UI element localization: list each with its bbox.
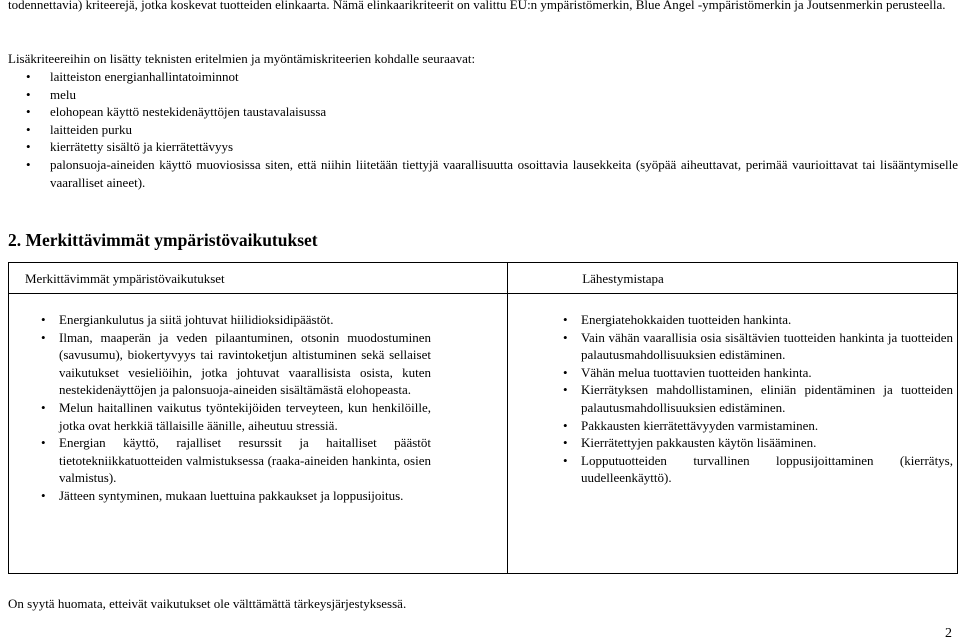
approach-column-header: Lähestymistapa [582,271,664,286]
criteria-item: • kierrätetty sisältö ja kierrätettävyys [0,138,958,156]
page-number: 2 [945,626,952,641]
approach-item: • Lopputuotteiden turvallinen loppusijoittaminen (kierrätys, uudelleenkäyttö). [551,452,953,487]
approach-item: • Energiatehokkaiden tuotteiden hankinta. [551,311,953,329]
impacts-list [29,311,431,505]
footer-note: On syytä huomata, etteivät vaikutukset ole välttämättä tärkeysjärjestyksessä. [8,596,407,611]
impact-table [8,262,958,574]
criteria-item: • elohopean käyttö nestekidenäyttöjen taustavalaisussa [0,103,958,121]
column-divider [507,263,508,573]
intro-paragraph: todennettavia) kriteerejä, jotka koskevat tuotteiden elinkaarta. Nämä elinkaarikriteerit on valittu EU:n ympäristömerkin, Blue Angel -ympäristömerkin ja Joutsenmerkin perusteella. [8,0,946,12]
criteria-list [0,68,958,191]
impacts-column-header: Merkittävimmät ympäristövaikutukset [25,271,225,286]
impact-item: • Energian käyttö, rajalliset resurssit ja haitalliset päästöt tietotekniikkatuotteiden valmistuksessa (raaka-aineiden hankinta, osien valmistus). [29,434,431,487]
criteria-item: • melu [0,86,958,104]
table-header-row [9,263,957,294]
criteria-item: • laitteiston energianhallintatoiminnot [0,68,958,86]
impact-item: • Energiankulutus ja siitä johtuvat hiilidioksidipäästöt. [29,311,431,329]
impact-item: • Melun haitallinen vaikutus työntekijöiden terveyteen, kun henkilöille, jotka ovat herkkiä tällaisille äänille, aiheutuu stressiä. [29,399,431,434]
impact-item: • Jätteen syntyminen, mukaan luettuina pakkaukset ja loppusijoitus. [29,487,431,505]
impact-item: • Ilman, maaperän ja veden pilaantuminen, otsonin muodostuminen (savusumu), biokertyvyys tai ravintoketjun altistuminen sekä sellaiset vaikutukset vesieliöihin, jotka johtuvat vaarallisista osista, kuten nestekidenäyttöjen ja palonsuoja-aineiden sisältämästä elohopeasta. [29,329,431,399]
criteria-lead-text: Lisäkriteereihin on lisätty teknisten eritelmien ja myöntämiskriteerien kohdalle seuraavat: [8,51,476,66]
section-heading: 2. Merkittävimmät ympäristövaikutukset [8,230,318,250]
approach-item: • Kierrätettyjen pakkausten käytön lisääminen. [551,434,953,452]
criteria-item: • laitteiden purku [0,121,958,139]
approach-item: • Vähän melua tuottavien tuotteiden hankinta. [551,364,953,382]
approach-item: • Vain vähän vaarallisia osia sisältävien tuotteiden hankinta ja tuotteiden palautusmahdollisuuksien edistäminen. [551,329,953,364]
criteria-item: • palonsuoja-aineiden käyttö muoviosissa siten, että niihin liitetään tiettyjä vaarallisuutta osoittavia lausekkeita (syöpää aiheuttavat, perimää vaurioittavat tai lisääntymiselle vaaralliset aineet). [0,156,958,191]
approaches-list [551,311,953,487]
approach-item: • Kierrätyksen mahdollistaminen, eliniän pidentäminen ja tuotteiden palautusmahdollisuuksien edistäminen. [551,381,953,416]
approach-item: • Pakkausten kierrätettävyyden varmistaminen. [551,417,953,435]
